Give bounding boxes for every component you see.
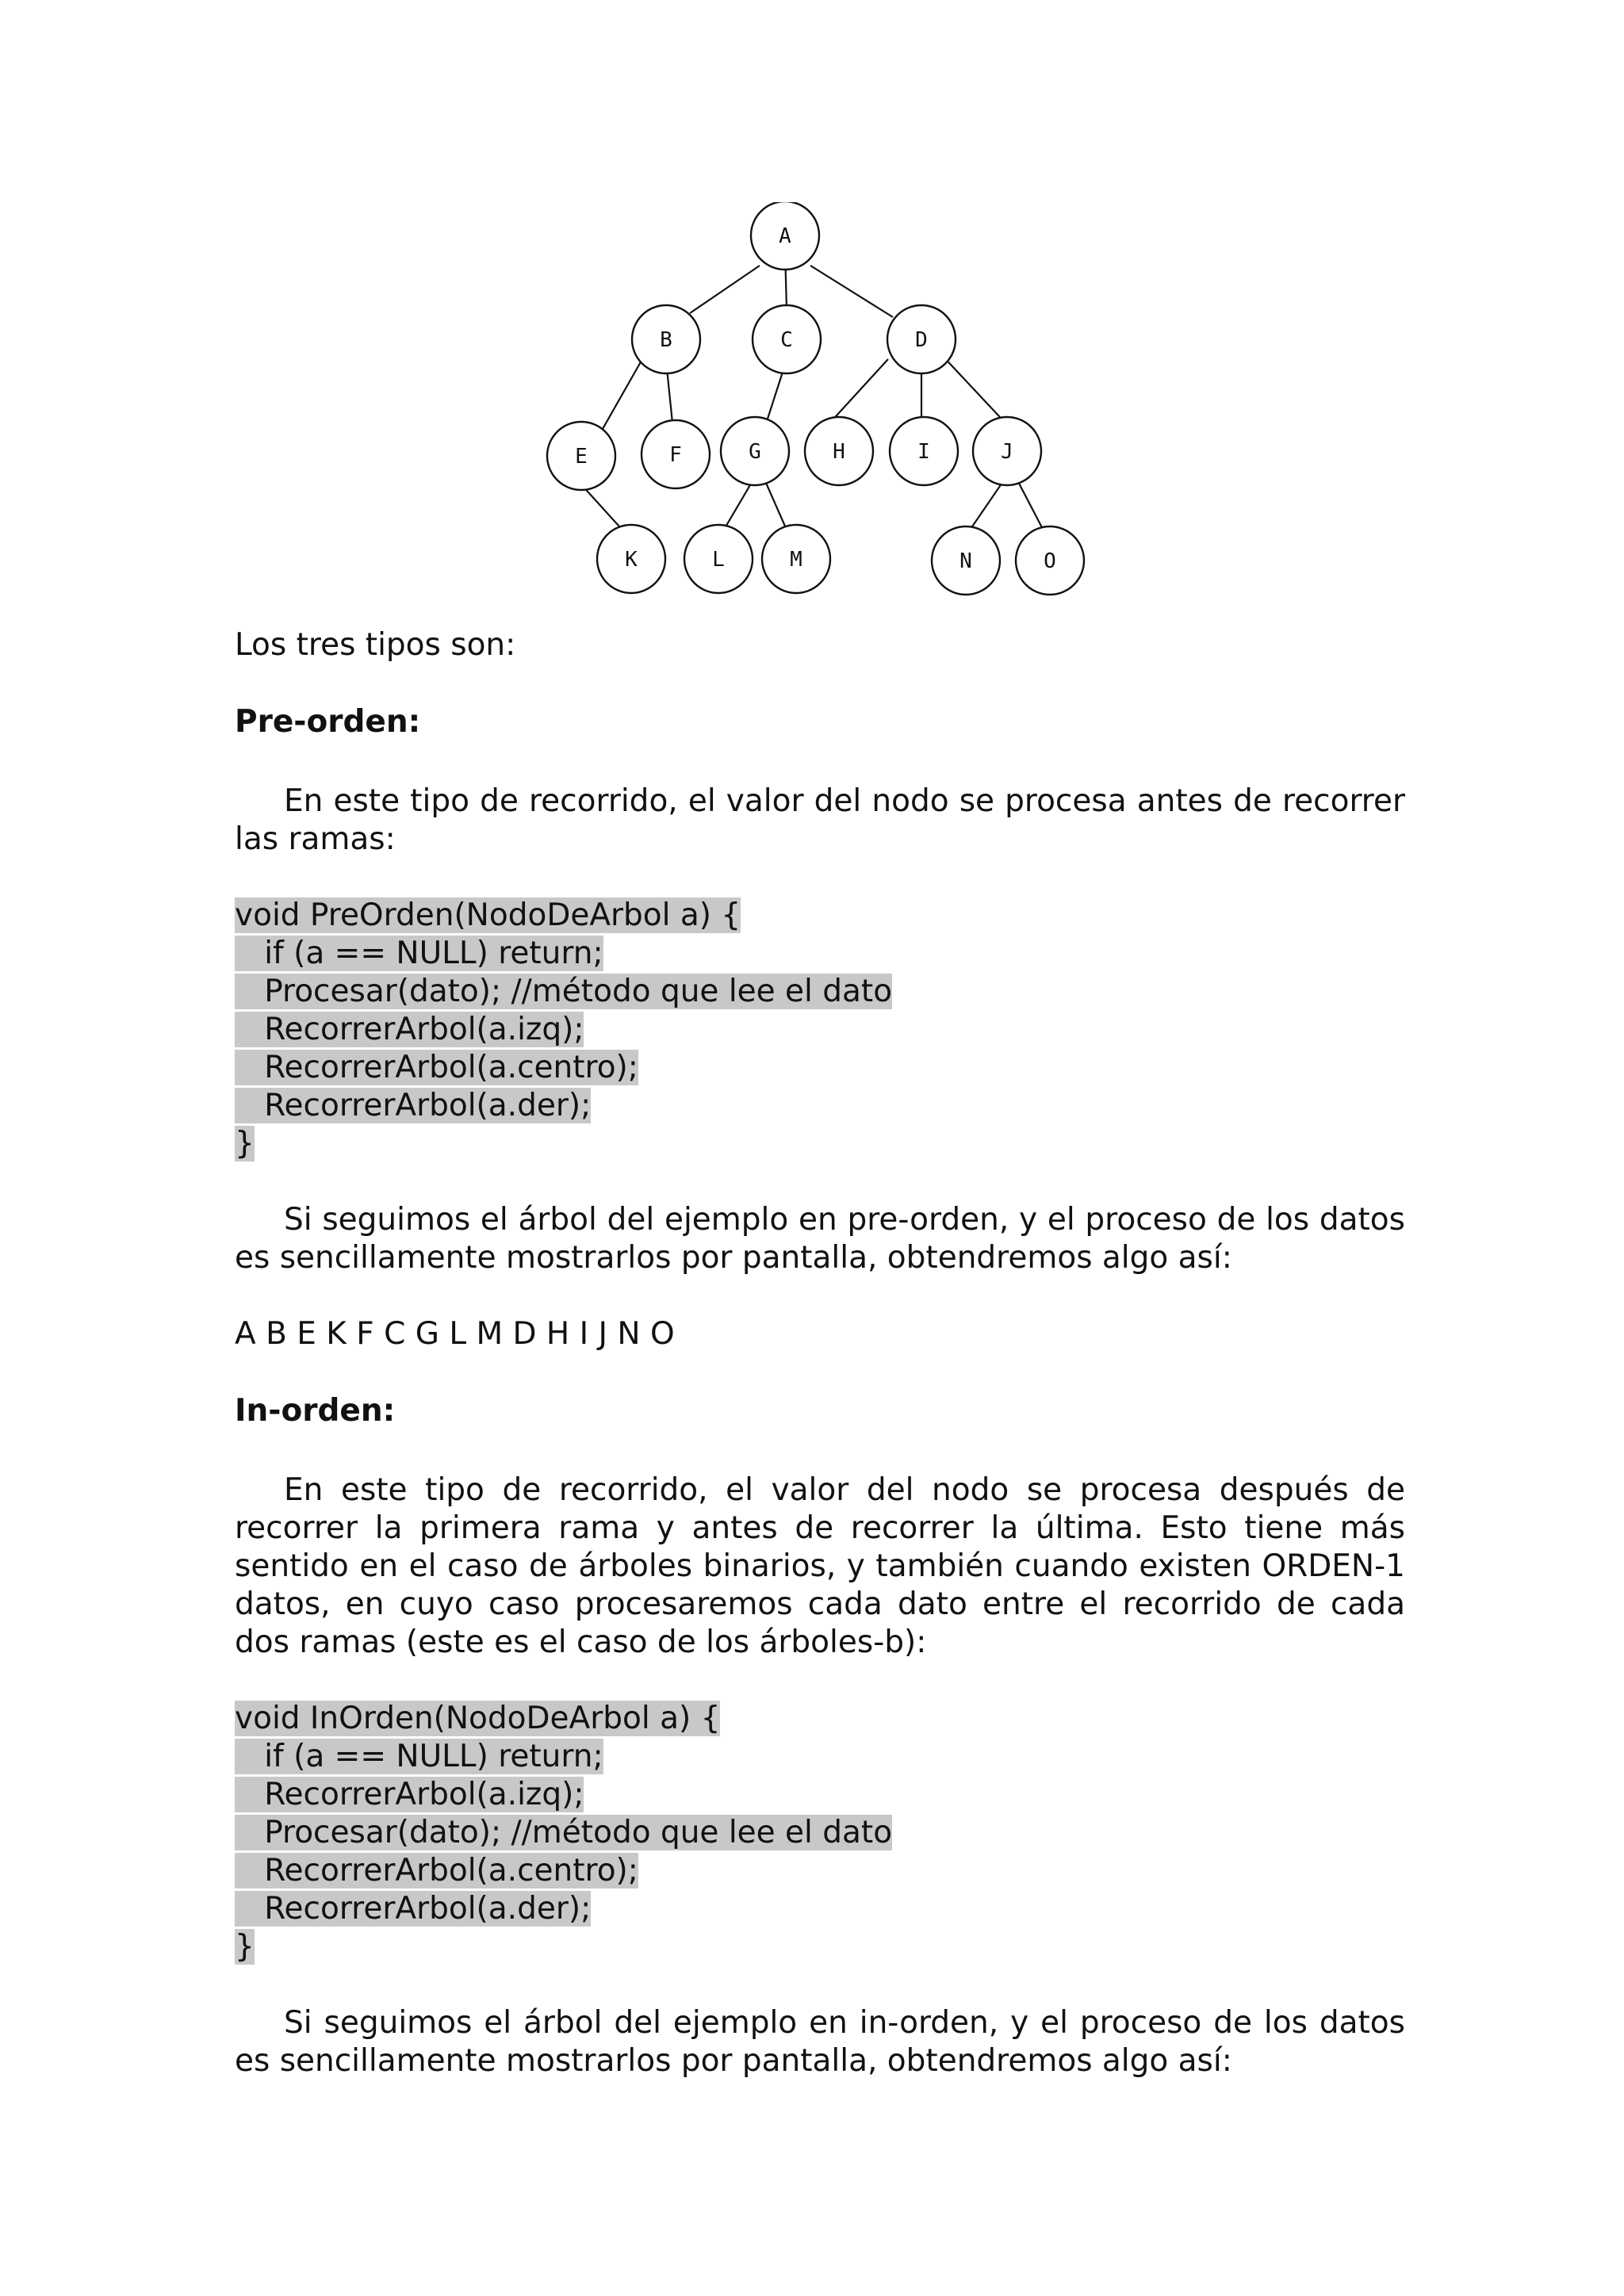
code-line: void PreOrden(NodoDeArbol a) {: [235, 897, 741, 933]
preorden-sequence: A B E K F C G L M D H I J N O: [235, 1316, 675, 1352]
code-line: RecorrerArbol(a.centro);: [235, 1853, 638, 1888]
code-line: RecorrerArbol(a.der);: [235, 1088, 592, 1123]
node-e: [547, 422, 615, 490]
code-line: }: [235, 1126, 255, 1161]
edge-a-b: [690, 266, 760, 313]
node-o: [1016, 526, 1084, 595]
svg-text:B: B: [660, 328, 672, 352]
svg-text:H: H: [833, 440, 845, 464]
intro-text: Los tres tipos son:: [235, 627, 516, 663]
document-body: [235, 626, 1405, 2080]
code-line: if (a == NULL) return;: [235, 936, 603, 971]
inorden-heading: In-orden:: [235, 1393, 396, 1429]
code-line: void InOrden(NodoDeArbol a) {: [235, 1701, 721, 1736]
preorden-result-intro: Si seguimos el árbol del ejemplo en pre-orden, y el proceso de los datos es sencillamente mostrarlos por pantalla, obtendremos algo así:: [235, 1202, 1405, 1276]
inorden-description: En este tipo de recorrido, el valor del nodo se procesa después de recorrer la primera rama y antes de recorrer la última. Esto tiene más sentido en el caso de árboles binarios, y también cuando existen ORDEN-1 datos, en cuyo caso procesaremos cada dato entre el recorrido de cada dos ramas (este es el caso de los árboles-b):: [235, 1472, 1405, 1660]
svg-text:N: N: [959, 549, 972, 573]
tree-edges: [580, 250, 1045, 543]
tree-diagram: [531, 202, 1102, 599]
svg-text:O: O: [1044, 549, 1056, 573]
svg-text:A: A: [779, 224, 791, 248]
code-line: RecorrerArbol(a.izq);: [235, 1777, 584, 1812]
inorden-code-block: [235, 1700, 1405, 1966]
node-c: [753, 305, 821, 373]
node-l: [684, 525, 753, 593]
node-b: [632, 305, 700, 373]
node-h: [805, 417, 873, 485]
svg-text:E: E: [575, 445, 588, 469]
svg-text:D: D: [915, 328, 928, 352]
preorden-code-block: [235, 897, 1405, 1163]
preorden-description: En este tipo de recorrido, el valor del nodo se procesa antes de recorrer las ramas:: [235, 783, 1405, 857]
node-f: [642, 420, 710, 488]
node-i: [890, 417, 958, 485]
code-line: RecorrerArbol(a.der);: [235, 1891, 592, 1927]
svg-text:L: L: [712, 548, 725, 572]
svg-text:J: J: [1001, 440, 1013, 464]
code-line: Procesar(dato); //método que lee el dato: [235, 974, 893, 1009]
code-line: RecorrerArbol(a.centro);: [235, 1050, 638, 1085]
edge-d-h: [829, 359, 888, 424]
node-d: [887, 305, 956, 373]
svg-text:K: K: [625, 548, 638, 572]
node-g: [721, 417, 789, 485]
inorden-result-intro: Si seguimos el árbol del ejemplo en in-orden, y el proceso de los datos es sencillamente mostrarlos por pantalla, obtendremos algo así:: [235, 2005, 1405, 2079]
node-j: [973, 417, 1041, 485]
code-line: }: [235, 1929, 255, 1965]
code-line: if (a == NULL) return;: [235, 1739, 603, 1774]
svg-text:M: M: [790, 548, 802, 572]
code-line: RecorrerArbol(a.izq);: [235, 1012, 584, 1047]
edge-a-d: [810, 266, 893, 317]
node-a: [751, 202, 819, 270]
code-line: Procesar(dato); //método que lee el dato: [235, 1815, 893, 1850]
edge-d-j: [940, 353, 1010, 428]
edge-j-o: [1015, 476, 1045, 534]
svg-text:C: C: [780, 328, 793, 352]
svg-text:F: F: [669, 443, 682, 467]
svg-text:I: I: [917, 440, 930, 464]
svg-text:G: G: [749, 440, 761, 464]
node-k: [597, 525, 665, 593]
edge-b-e: [596, 359, 642, 440]
node-m: [762, 525, 830, 593]
preorden-heading: Pre-orden:: [235, 704, 421, 740]
node-n: [932, 526, 1000, 595]
